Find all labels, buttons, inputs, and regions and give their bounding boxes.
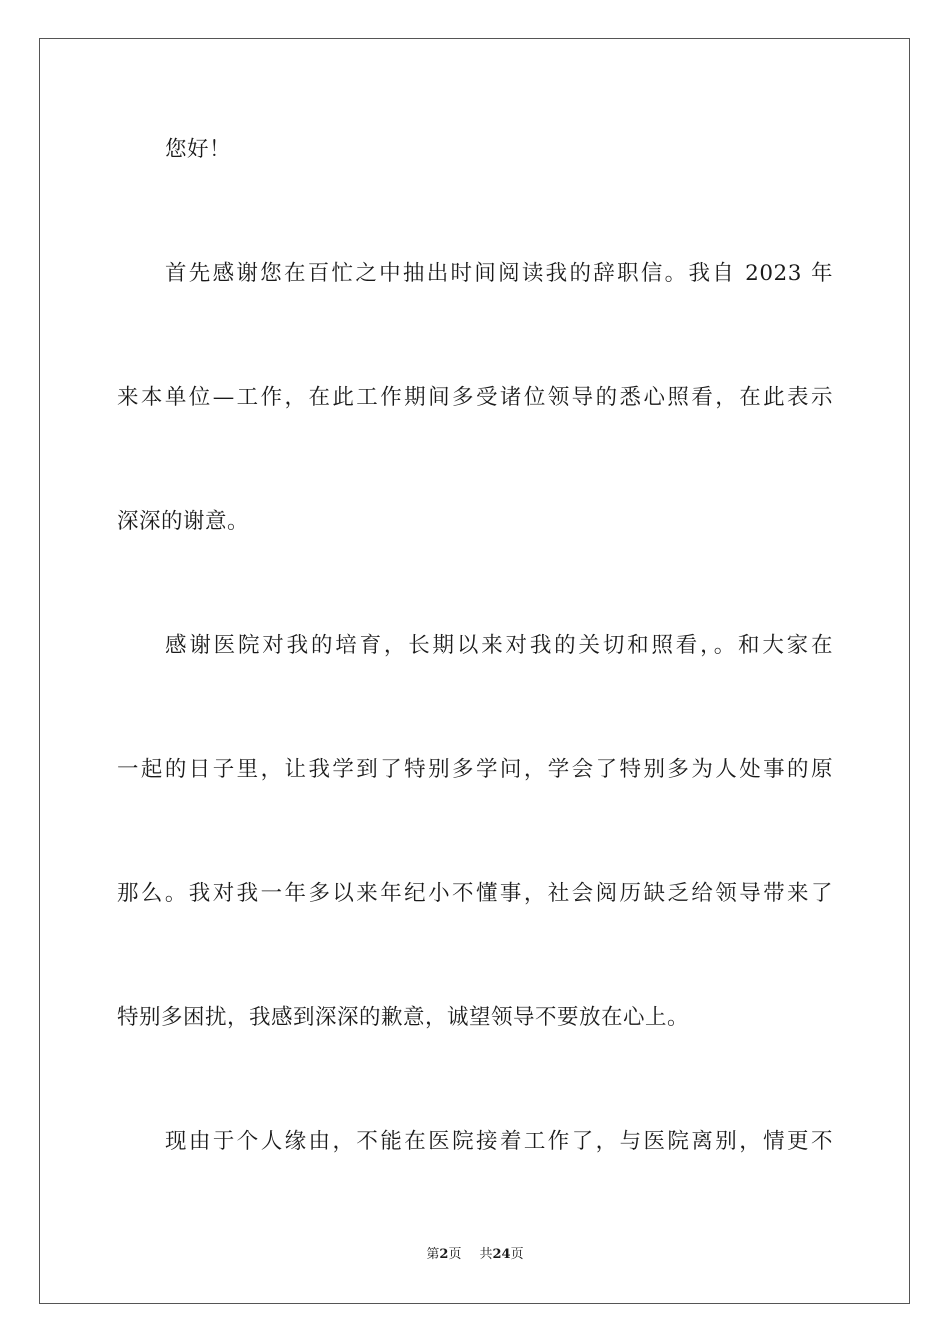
- page-prefix: 第: [426, 1247, 440, 1262]
- page-suffix: 页: [448, 1247, 462, 1262]
- page-footer: [0, 1246, 950, 1264]
- paragraph-1-line-1: 首先感谢您在百忙之中抽出时间阅读我的辞职信。我自 2023 年: [165, 261, 833, 286]
- paragraph-2-line-2: 一起的日子里，让我学到了特别多学问，学会了特别多为人处事的原: [117, 757, 833, 782]
- paragraph-2-line-3: 那么。我对我一年多以来年纪小不懂事，社会阅历缺乏给领导带来了: [117, 881, 833, 906]
- total-suffix: 页: [510, 1247, 524, 1262]
- page-frame: [39, 38, 910, 1304]
- paragraph-2-line-1: 感谢医院对我的培育，长期以来对我的关切和照看，。和大家在: [165, 633, 833, 658]
- paragraph-1-line-3: 深深的谢意。: [117, 509, 250, 534]
- paragraph-3-line-1: 现由于个人缘由，不能在医院接着工作了，与医院离别，情更不: [165, 1129, 833, 1154]
- paragraph-2-line-4: 特别多困扰，我感到深深的歉意，诚望领导不要放在心上。: [117, 1005, 690, 1030]
- greeting-line: 您好！: [165, 137, 232, 162]
- page-number: 2: [439, 1247, 449, 1262]
- total-pages: 24: [492, 1247, 511, 1262]
- total-prefix: 共: [479, 1247, 493, 1262]
- paragraph-1-line-2: 来本单位—工作，在此工作期间多受诸位领导的悉心照看，在此表示: [117, 385, 833, 410]
